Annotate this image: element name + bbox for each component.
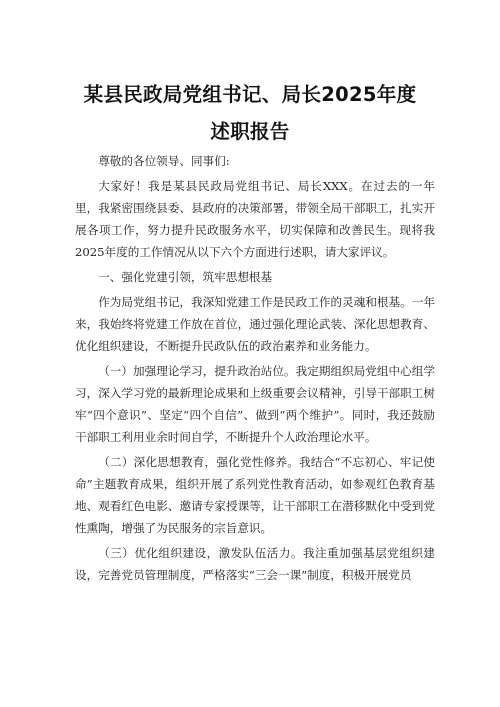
- paragraph-subsection-3: （三）优化组织建设，激发队伍活力。我注重加强基层党组织建设，完善党员管理制度，严格落实“三会一课”制度，积极开展党员: [75, 546, 435, 582]
- document-body: [75, 150, 435, 589]
- paragraph-intro: 大家好！我是某县民政局党组书记、局长XXX。在过去的一年里，我紧密围绕县委、县政府的决策部署，带领全局干部职工，扎实开展各项工作，努力提升民政服务水平，切实保障和改善民生。现将我2025年度的工作情况从以下六个方面进行述职，请大家评议。: [75, 179, 435, 259]
- paragraph-subsection-2: （二）深化思想教育，强化党性修养。我结合“不忘初心、牢记使命”主题教育成果，组织开展了系列党性教育活动，如参观红色教育基地、观看红色电影、邀请专家授课等，让干部职工在潜移默化中受到党性熏陶，增强了为民服务的宗旨意识。: [75, 455, 435, 535]
- paragraph-section-1: 作为局党组书记，我深知党建工作是民政工作的灵魂和根基。一年来，我始终将党建工作放在首位，通过强化理论武装、深化思想教育、优化组织建设，不断提升民政队伍的政治素养和业务能力。: [75, 295, 435, 353]
- paragraph-subsection-1: （一）加强理论学习，提升政治站位。我定期组织局党组中心组学习，深入学习党的最新理论成果和上级重要会议精神，引导干部职工树牢“四个意识”、坚定“四个自信”、做到“两个维护”。同时，我还鼓励干部职工利用业余时间自学，不断提升个人政治理论水平。: [75, 364, 435, 444]
- document-title-line-2: 述职报告: [210, 120, 290, 143]
- salutation: 尊敬的各位领导、同事们:: [98, 154, 230, 168]
- document-title-line-1: 某县民政局党组书记、局长2025年度: [83, 83, 417, 106]
- section-heading-1: 一、强化党建引领，筑牢思想根基: [98, 270, 273, 284]
